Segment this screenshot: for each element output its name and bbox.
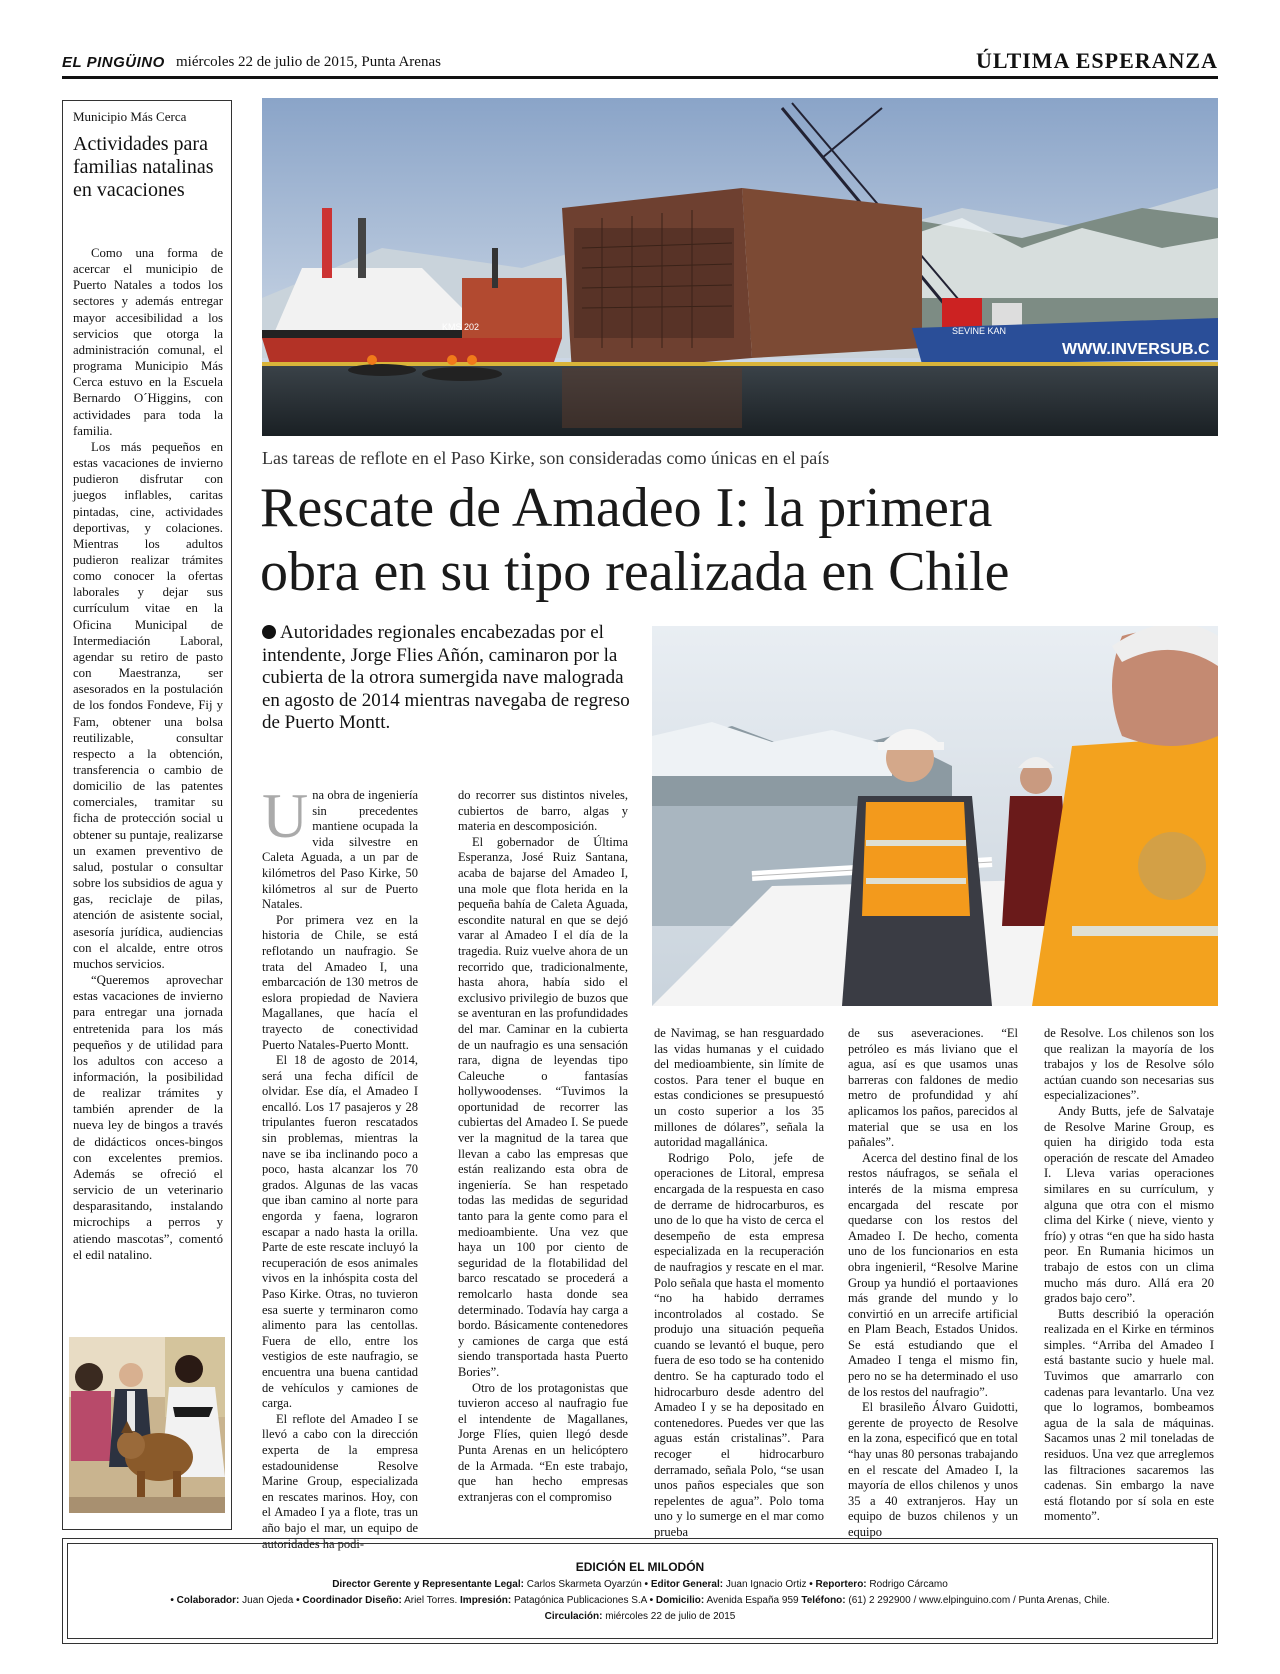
article-paragraph: Rodrigo Polo, jefe de operaciones de Litoral, empresa encargada de la respuesta en caso de derrame de hidrocarburos, es uno de lo que ha visto de cerca el desempeño de esta empresa especializada en la recuperación de naufragios y rescate en el mar. Polo señala que hasta el momento “no ha habido derrames incontrolados al costado. Se produjo una situación pequeña cuando se levantó el buque, pero fuera de eso todo se ha contenido dentro. Se ha capturado todo el hidrocarburo desde adentro del Amadeo I y se ha depositado en contenedores. Puedes ver que las aguas están cristalinas”. Para recoger el hidrocarburo derramado, señala Polo, “se usan unos paños especiales que son repelentes de agua”. Polo toma uno y lo sumerge en el mar como prueba xyxy=(654,1150,824,1539)
credit-value: Patagónica Publicaciones S.A xyxy=(513,1595,647,1606)
edition-credits-inner xyxy=(67,1543,1213,1639)
credit-value: Rodrigo Cárcamo xyxy=(869,1579,948,1590)
credit-label: • Domicilio: xyxy=(649,1595,705,1606)
credit-label: Circulación: xyxy=(544,1611,603,1622)
sidebar-kicker: Municipio Más Cerca xyxy=(73,109,187,124)
credit-label: Director Gerente y Representante Legal: xyxy=(332,1579,524,1590)
article-paragraph: El brasileño Álvaro Guidotti, gerente de proyecto de Resolve en la zona, especificó que en total “hay unas 80 personas trabajando en el rescate del Amadeo I, la mayoría de ellos chilenos y unos 35 a 40 extranjeros. Hay un equipo de buzos chilenos y un equipo xyxy=(848,1400,1018,1539)
article-paragraph: Acerca del destino final de los restos náufragos, se señala el interés de la misma empresa encargada del rescate por quedarse con los restos del Amadeo I. De hecho, comenta uno de los funcionarios en esta obra ingenieril, “Resolve Marine Group ya hundió el portaaviones más grande del mundo y lo convirtió en un arrecife artificial en Plam Beach, Estados Unidos. Se está estudiando que el Amadeo I tenga el mismo fin, pero no se ha determinado el uso de los restos del naufragio”. xyxy=(848,1150,1018,1399)
article-paragraph: de Resolve. Los chilenos son los que realizan la mayoría de los trabajos y los de Resolve sólo actúan cuando son necesarias sus especializaciones”. xyxy=(1044,1026,1214,1103)
credits-line-2 xyxy=(68,1594,1212,1608)
credit-label: • Editor General: xyxy=(644,1579,724,1590)
article-paragraph: El reflote del Amadeo I se llevó a cabo con la dirección experta de la empresa estadounidense Resolve Marine Group, especializada en rescates marinos. Hoy, con el Amadeo I ya a flote, tras un año bajo el mar, un equipo de autoridades ha podi- xyxy=(262,1411,418,1551)
article-column-4 xyxy=(848,1026,1018,1541)
credit-label: Teléfono: xyxy=(801,1595,846,1606)
article-kicker: Las tareas de reflote en el Paso Kirke, son consideradas como únicas en el país xyxy=(262,448,830,468)
credit-label: Impresión: xyxy=(460,1595,512,1606)
credit-value: Juan Ojeda xyxy=(242,1595,294,1606)
article-paragraph: na obra de ingeniería sin precedentes mantiene ocupada la vida silvestre en Caleta Aguada, a un par de kilómetros del Paso Kirke, 50 kilómetros al sur de Puerto Natales. xyxy=(262,788,418,912)
credit-label: • Reportero: xyxy=(809,1579,867,1590)
article-paragraph: Andy Butts, jefe de Salvataje de Resolve Marine Group, es quien ha dirigido toda esta operación de rescate del Amadeo I. Lleva varias operaciones similares en su currículum, y alguna que otra con el mismo clima del Kirke ( nieve, viento y frío) y otras “en que ha sido hasta peor. En Rumania hicimos un trabajo de estos con un clima mucho más duro. Allá era 20 grados bajo cero”. xyxy=(1044,1103,1214,1306)
credit-value: Carlos Skarmeta Oyarzún xyxy=(526,1579,642,1590)
drop-cap: U xyxy=(262,780,309,851)
ship-text-inversub: WWW.INVERSUB.C xyxy=(1062,341,1210,358)
article-column-3 xyxy=(654,1026,824,1541)
article-column-1 xyxy=(262,780,418,1552)
article-paragraph: El 18 de agosto de 2014, será una fecha difícil de olvidar. Ese día, el Amadeo I encalló. Los 17 pasajeros y 28 tripulantes fueron rescatados sin problemas, mientras la nave se iba inclinando poco a poco, hasta alcanzar los 70 grados. Algunas de las vacas que iban camino al norte para engorda y faena, lograron escapar a nado hasta la orilla. Parte de este rescate incluyó la recuperación de esos animales vivos en la inhóspita costa del Paso Kirke. Otras, no tuvieron esa suerte y terminaron como alimento para las centollas. Fuera de ello, entre los vestigios de este naufragio, se encuentra una buena cantidad de vehículos y camiones de carga. xyxy=(262,1053,418,1411)
sidebar-paragraph: Como una forma de acercar el municipio de Puerto Natales a todos los sectores y además entregar mayor accesibilidad a los servicios que otorga la administración comunal, el programa Municipio Más Cerca estuvo en la Escuela Bernardo O´Higgins, con actividades para toda la familia. xyxy=(73,246,223,438)
sidebar-photo-vet-dog xyxy=(69,1337,225,1513)
edition-title: EDICIÓN EL MILODÓN xyxy=(575,1560,705,1574)
article-paragraph: Por primera vez en la historia de Chile, se está reflotando un naufragio. Se trata del Amadeo I, una embarcación de 130 metros de eslora propiedad de Naviera Magallanes, que hacía el trayecto de conectividad Puerto Natales-Puerto Montt. xyxy=(262,912,418,1052)
article-headline xyxy=(260,476,1220,604)
sidebar-body xyxy=(73,245,223,1263)
article-column-5 xyxy=(1044,1026,1214,1525)
credit-value: (61) 2 292900 / www.elpinguino.com / Punta Arenas, Chile. xyxy=(848,1595,1110,1606)
article-lead xyxy=(262,622,630,735)
article-column-2 xyxy=(458,788,628,1505)
article-paragraph: Otro de los protagonistas que tuvieron acceso al naufragio fue el intendente de Magallanes, Jorge Flíes, quien llegó desde Punta Arenas en un helicóptero de la Armada. “En este trabajo, que han hecho empresas extranjeras con el compromiso xyxy=(458,1380,628,1504)
header-rule xyxy=(62,76,1218,79)
sidebar-title: Actividades para familias natalinas en vacaciones xyxy=(73,133,214,201)
sidebar-paragraph: “Queremos aprovechar estas vacaciones de invierno para entregar una jornada entretenida para los más pequeños y de utilidad para los adultos con acceso a información, la posibilidad de realizar trámites y también aprender de la nueva ley de bingos a través de didácticos onces-bingos con excelentes premios. Además se ofreció el servicio de un veterinario desparasitando, instalando microchips a perros y atiendo mascotas”, comentó el edil natalino. xyxy=(73,973,223,1262)
headline-line-2: obra en su tipo realizada en Chile xyxy=(260,541,1010,603)
article-paragraph: do recorrer sus distintos niveles, cubiertos de barro, algas y materia en descomposición. xyxy=(458,788,628,834)
newspaper-logo: EL PINGÜINO xyxy=(62,54,165,71)
credit-value: miércoles 22 de julio de 2015 xyxy=(605,1611,736,1622)
sidebar-box xyxy=(62,100,232,1530)
section-title: ÚLTIMA ESPERANZA xyxy=(976,48,1218,73)
credit-label: • Coordinador Diseño: xyxy=(296,1595,402,1606)
lead-text: Autoridades regionales encabezadas por el intendente, Jorge Flies Añón, caminaron por la cubierta de la otrora sumergida nave malograda en agosto de 2014 mientras navegaba de regreso de Puerto Montt. xyxy=(262,622,630,733)
headline-line-1: Rescate de Amadeo I: la primera xyxy=(260,477,993,539)
article-paragraph: Butts describió la operación realizada en el Kirke en términos simples. “Arriba del Amadeo I está bastante sucio y huele mal. Tuvimos que amarrarlo con cadenas para levantarlo. Una vez que lo logramos, bombeamos agua de la sala de máquinas. Sacamos unas 2 mil toneladas de residuos. Una vez que arreglemos las filtraciones sacaremos las cadenas. Sin embargo la nave está flotando por sí sola en este momento”. xyxy=(1044,1306,1214,1524)
ship-text-left: KMS 202 xyxy=(442,322,480,332)
edition-date: miércoles 22 de julio de 2015, Punta Arenas xyxy=(176,54,441,70)
credit-label: • Colaborador: xyxy=(170,1595,240,1606)
article-paragraph: de Navimag, se han resguardado las vidas humanas y el cuidado del medioambiente, sin límite de costos. Para tener el buque en estas condiciones se presupuestó un costo superior a los 35 millones de dólares”, señala la autoridad magallánica. xyxy=(654,1026,824,1150)
photo-amadeo-refloat xyxy=(262,98,1218,436)
credits-line-3 xyxy=(68,1610,1212,1624)
credit-value: Juan Ignacio Ortiz xyxy=(725,1579,807,1590)
credits-line-1 xyxy=(68,1578,1212,1592)
article-paragraph: El gobernador de Última Esperanza, José Ruiz Santana, acaba de bajarse del Amadeo I, una mole que flota herida en la pequeña bahía de Caleta Aguada, escondite natural en que se dejó varar al Amadeo I el día de la tragedia. Ruiz vuelve ahora de un recorrido que, tradicionalmente, hasta ahora, había sido el exclusivo privilegio de buzos que se aventuran en las profundidades del mar. Caminar en la cubierta de un naufragio es una sensación rara, digna de leyendas tipo Caleuche o fantasías hollywoodenses. “Tuvimos la oportunidad de recorrer las cubiertas del Amadeo I. Se puede ver la magnitud de la tarea que llevan a cabo las empresas que están realizando esta obra de ingeniería. Se han respetado todas las medidas de seguridad tanto para la gente como para el medioambiente. Una vez que haya un 100 por ciento de seguridad de la flotabilidad del barco rescatado se procederá a remolcarlo hasta donde sea determinado. Todavía hay carga a bordo. Básicamente contenedores y camiones de carga que está siendo transportada hasta Puerto Bories”. xyxy=(458,834,628,1379)
ship-text-small: SEVINE KAN xyxy=(952,326,1007,336)
edition-credits-box xyxy=(62,1538,1218,1644)
photo-authorities-on-deck xyxy=(652,626,1218,1006)
article-paragraph: de sus aseveraciones. “El petróleo es más liviano que el agua, así es que usamos unas barreras con faldones de medio metro de profundidad y ahí aplicamos los paños, parecidos al material que se usa en los pañales”. xyxy=(848,1026,1018,1150)
bullet-icon xyxy=(262,625,276,639)
sidebar-paragraph: Los más pequeños en estas vacaciones de invierno pudieron disfrutar con juegos inflables, caritas pintadas, cine, actividades deportivas, y colaciones. Mientras los adultos pudieron realizar trámites como conocer la ofertas laborales y dejar sus currículum vitae en la Oficina Municipal de Intermediación Laboral, agendar su retiro de pasto con Maestranza, ser asesorados en la postulación de los fondos Fondeve, Fij y Fam, obtener una bolsa reutilizable, consultar respecto a la obtención, transferencia o cambio de domicilio de las patentes comerciales, tramitar su ficha de protección social u obtener su puntaje, realizarse un examen preventivo de salud, postular o consultar sobre los subsidios de agua y gas, reciclaje de pilas, atención de asistente social, asesoría jurídica, audiencias con el alcalde, entre otros muchos servicios. xyxy=(73,439,223,971)
credit-value: Ariel Torres. xyxy=(404,1595,458,1606)
credit-value: Avenida España 959 xyxy=(706,1595,799,1606)
